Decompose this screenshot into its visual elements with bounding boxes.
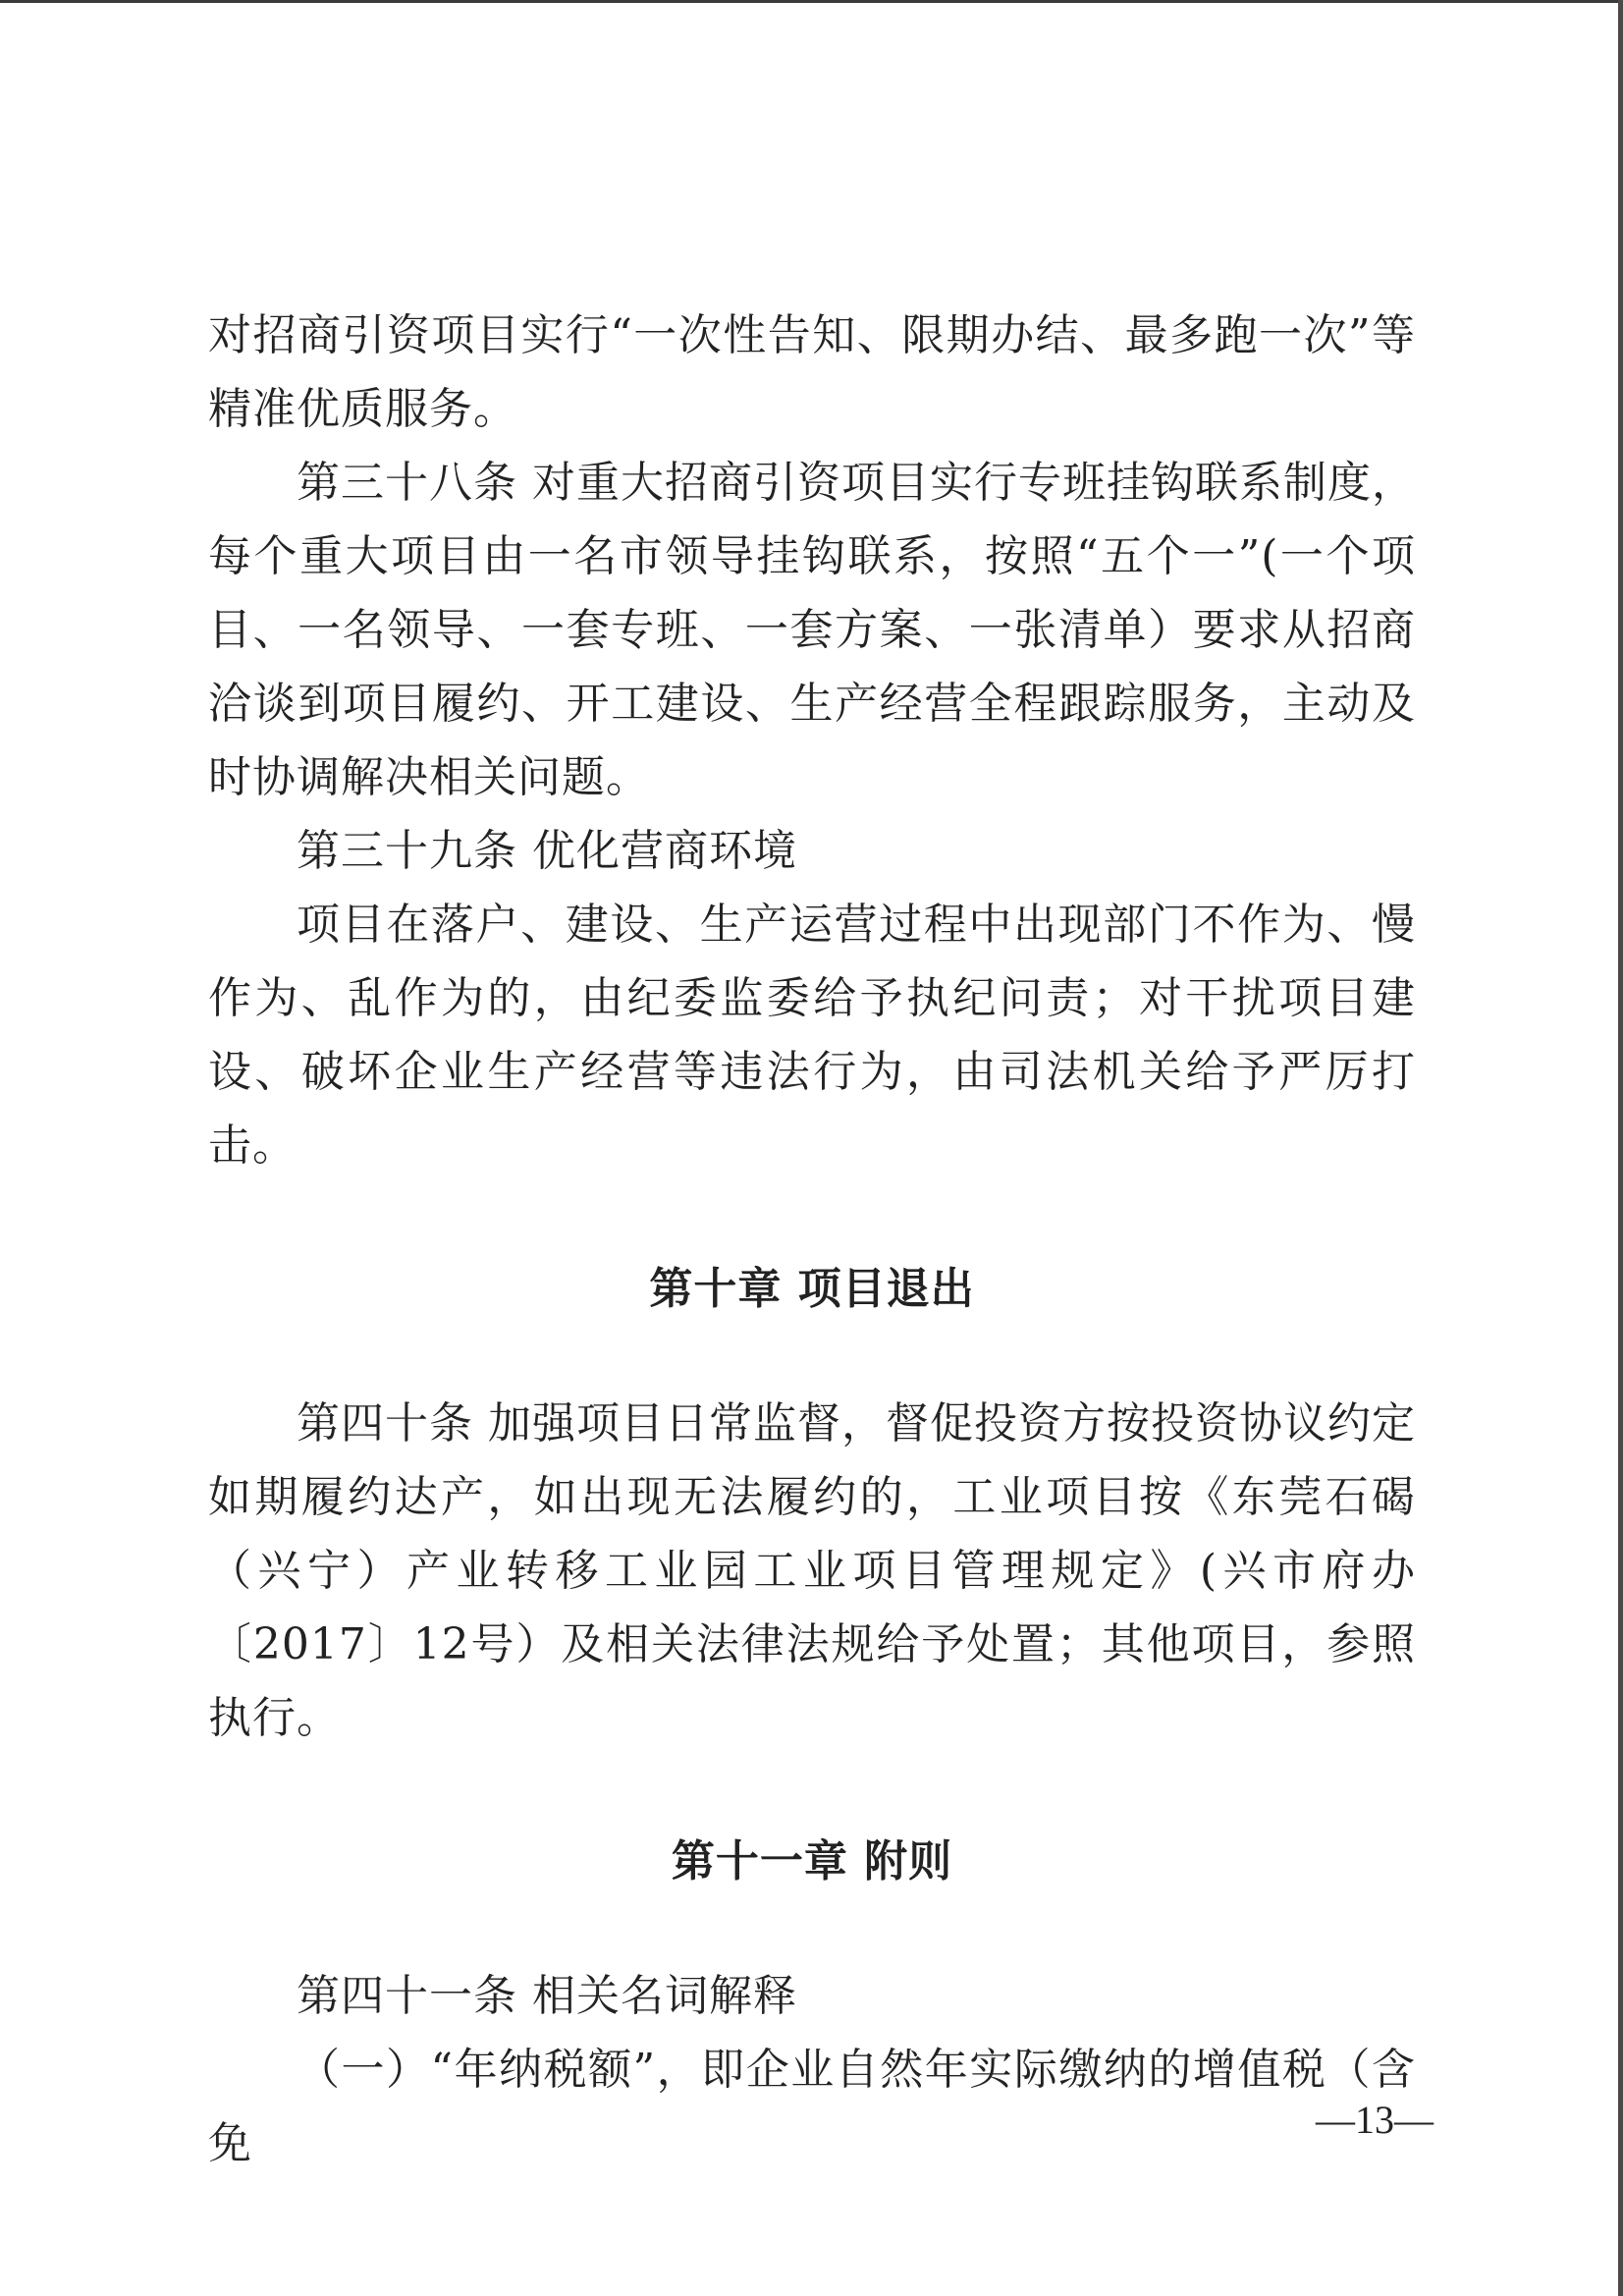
scan-edge-top — [0, 0, 1623, 3]
article-39-heading: 第三十九条 优化营商环境 — [297, 826, 797, 876]
paragraph-service-continued: 对招商引资项目实行“一次性告知、限期办结、最多跑一次”等精准优质服务。 — [208, 310, 1416, 434]
article-41-heading: 第四十一条 相关名词解释 — [297, 1971, 797, 2021]
article-41-item-1: （一）“年纳税额”，即企业自然年实际缴纳的增值税（含免 — [208, 2045, 1416, 2168]
article-39-body: 项目在落户、建设、生产运营过程中出现部门不作为、慢作为、乱作为的，由纪委监委给予执纪问责；对干扰项目建设、破坏企业生产经营等违法行为，由司法机关给予严厉打击。 — [208, 900, 1416, 1171]
chapter-11-title: 第十一章 附则 — [671, 1836, 953, 1886]
article-40: 第四十条 加强项目日常监督，督促投资方按投资协议约定如期履约达产，如出现无法履约的，工业项目按《东莞石碣（兴宁）产业转移工业园工业项目管理规定》(兴市府办〔2017〕12号）及相关法律法规给予处置；其他项目，参照执行。 — [208, 1398, 1416, 1743]
page-number: —13— — [1316, 2098, 1434, 2142]
chapter-10-title: 第十章 项目退出 — [649, 1264, 975, 1314]
document-page — [208, 299, 1416, 2180]
scan-edge-right — [1618, 0, 1623, 2296]
article-38: 第三十八条 对重大招商引资项目实行专班挂钩联系制度，每个重大项目由一名市领导挂钩联系，按照“五个一”(一个项目、一名领导、一套专班、一套方案、一张清单）要求从招商洽谈到项目履约、开工建设、生产经营全程跟踪服务，主动及时协调解决相关问题。 — [208, 458, 1416, 802]
